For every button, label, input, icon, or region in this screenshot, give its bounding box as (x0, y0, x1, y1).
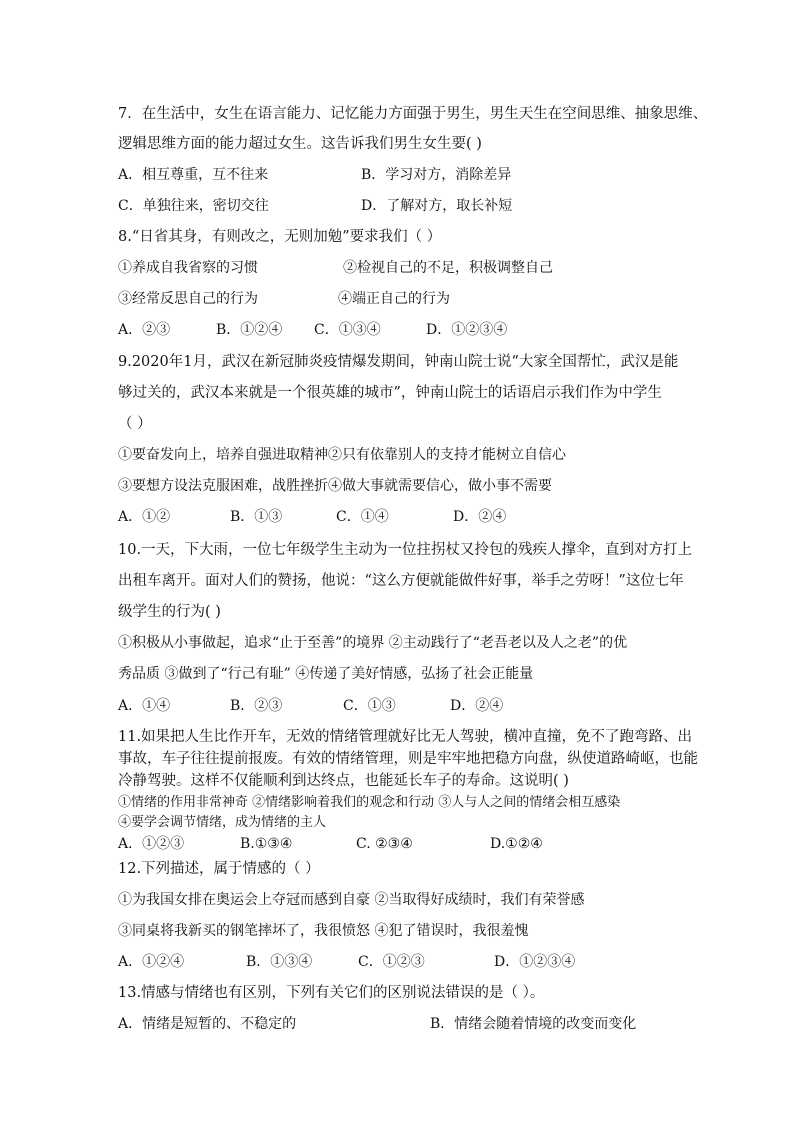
q9-option-d: D．②④ (453, 509, 507, 525)
q13-option-a: A．情绪是短暂的、不稳定的 (118, 1016, 297, 1032)
q11-option-d: D.①②④ (490, 836, 543, 852)
q10-stem-line-2: 出租车离开。面对人们的赞扬，他说：“这么方便就能做件好事，举手之劳呀！”这位七年 (118, 573, 684, 589)
q12-option-d: D．①②③④ (494, 954, 576, 970)
q10-option-a: A．①④ (118, 698, 171, 714)
q11-option-a: A．①②③ (118, 836, 185, 852)
q12-items-line-2: ③同桌将我新买的钢笔摔坏了，我很愤怒 ④犯了错误时，我很羞愧 (118, 923, 529, 939)
q10-stem-line-1: 10.一天，下大雨，一位七年级学生主动为一位拄拐杖又拎包的残疾人撑伞，直到对方打上 (118, 542, 693, 558)
q12-option-a: A．①②④ (118, 954, 185, 970)
q10-items-line-2: 秀品质 ③做到了“行己有耻” ④传递了美好情感，弘扬了社会正能量 (118, 666, 534, 682)
q9-items-line-2: ③要想方设法克服困难，战胜挫折④做大事就需要信心，做小事不需要 (118, 478, 552, 494)
q12-option-b: B．①③④ (246, 954, 313, 970)
q11-option-c: C. ②③④ (356, 836, 413, 852)
q8-item-3: ③经常反思自己的行为 (118, 291, 258, 307)
q7-option-a: A．相互尊重，互不往来 (118, 167, 269, 183)
q10-option-d: D．②④ (450, 698, 504, 714)
q8-stem: 8.“日省其身，有则改之，无则加勉”要求我们（ ） (118, 229, 442, 245)
q11-items-line-2: ④要学会调节情绪，成为情绪的主人 (118, 815, 327, 830)
q10-stem-line-3: 级学生的行为( ) (118, 604, 221, 620)
q8-option-d: D．①②③④ (426, 322, 508, 338)
q13-option-b: B．情绪会随着情境的改变而变化 (430, 1016, 637, 1032)
q10-option-c: C．①③ (343, 698, 396, 714)
q8-item-4: ④端正自己的行为 (338, 291, 450, 307)
q9-stem-line-2: 够过关的，武汉本来就是一个很英雄的城市”，钟南山院士的话语启示我们作为中学生 (118, 385, 662, 401)
q8-item-1: ①养成自我省察的习惯 (118, 260, 258, 276)
q8-option-c: C．①③④ (314, 322, 381, 338)
q9-stem-line-1: 9.2020年1月，武汉在新冠肺炎疫情爆发期间，钟南山院士说“大家全国帮忙，武汉是能 (118, 354, 679, 370)
q9-option-c: C．①④ (336, 509, 389, 525)
q12-option-c: C．①②③ (358, 954, 425, 970)
q10-option-b: B．②③ (230, 698, 283, 714)
q7-stem-line-2: 逻辑思维方面的能力超过女生。这告诉我们男生女生要( ) (118, 136, 482, 152)
q7-option-c: C．单独往来，密切交往 (118, 198, 269, 214)
q12-stem: 12.下列描述，属于情感的（ ） (118, 861, 320, 877)
q11-stem-line-1: 11.如果把人生比作开车，无效的情绪管理就好比无人驾驶，横冲直撞，免不了跑弯路、出 (118, 729, 693, 745)
q11-option-b: B.①③④ (240, 836, 293, 852)
q7-option-b: B．学习对方，消除差异 (361, 167, 512, 183)
q7-option-d: D．了解对方，取长补短 (361, 198, 513, 214)
q11-stem-line-3: 冷静驾驶。这样不仅能顺利到达终点，也能延长车子的寿命。这说明( ) (118, 773, 569, 789)
q7-stem-line-1: 7．在生活中，女生在语言能力、记忆能力方面强于男生，男生天生在空间思维、抽象思维、 (118, 106, 708, 122)
q8-item-2: ②检视自己的不足，积极调整自己 (343, 260, 553, 276)
q11-stem-line-2: 事故，车子往往提前报废。有效的情绪管理，则是牢牢地把稳方向盘，纵使道路崎岖，也能 (118, 751, 698, 767)
q9-option-b: B．①③ (230, 509, 283, 525)
q11-items-line-1: ①情绪的作用非常神奇 ②情绪影响着我们的观念和行动 ③人与人之间的情绪会相互感染 (118, 795, 621, 810)
q8-option-b: B．①②④ (216, 322, 283, 338)
q9-items-line-1: ①要奋发向上，培养自强进取精神②只有依靠别人的支持才能树立自信心 (118, 447, 566, 463)
q13-stem: 13.情感与情绪也有区别，下列有关它们的区别说法错误的是（ ）。 (118, 985, 545, 1001)
q12-items-line-1: ①为我国女排在奥运会上夺冠而感到自豪 ②当取得好成绩时，我们有荣誉感 (118, 892, 585, 908)
q10-items-line-1: ①积极从小事做起，追求“止于至善”的境界 ②主动践行了“老吾老以及人之老”的优 (118, 635, 628, 651)
q9-stem-line-3: （ ） (118, 416, 152, 432)
q9-option-a: A．①② (118, 509, 171, 525)
q8-option-a: A．②③ (118, 322, 171, 338)
